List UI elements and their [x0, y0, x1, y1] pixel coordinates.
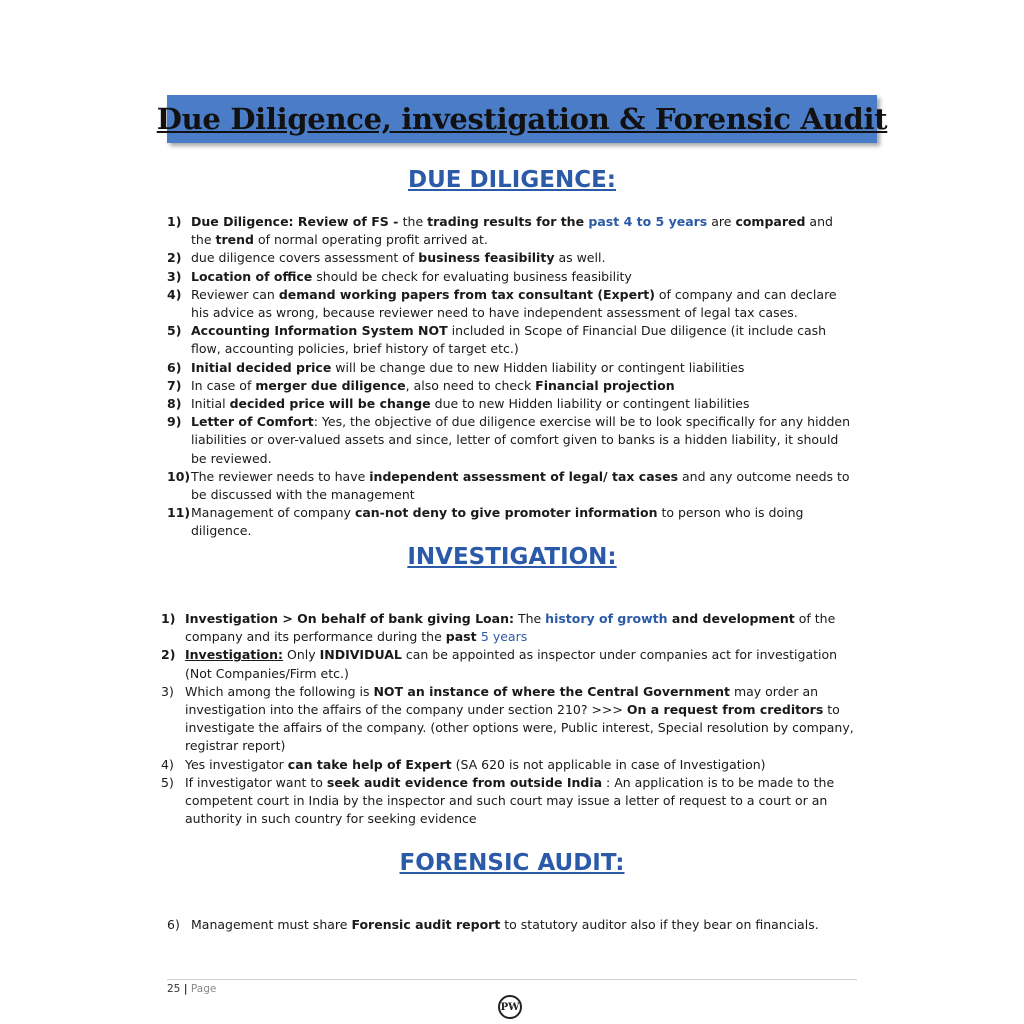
- forensic-audit-heading: FORENSIC AUDIT:: [399, 850, 625, 876]
- item-text: to investigate the affairs of the company. (other options were, Public interest, Special resolution by company, registrar report): [185, 702, 854, 754]
- item-number: 9): [167, 414, 182, 430]
- item-text: : An application is to be made to the competent court in India by the inspector and such court may issue a letter of request to a court or an authority in such country for seeking evidence: [185, 774, 835, 827]
- due-diligence-item: [167, 286, 857, 322]
- item-text: The reviewer needs to have: [191, 468, 370, 484]
- item-text: Financial projection: [535, 377, 675, 393]
- item-text: and any outcome needs to be discussed with the management: [191, 468, 850, 503]
- item-text: to person who is doing diligence.: [191, 505, 804, 539]
- item-number: 5): [167, 323, 182, 339]
- item-text: The: [513, 611, 546, 626]
- investigation-item: [161, 683, 861, 756]
- footer-divider: [167, 979, 857, 980]
- pw-logo-icon: [498, 995, 522, 1019]
- item-number: 3): [161, 683, 174, 699]
- item-text: Accounting Information System NOT: [191, 323, 448, 339]
- item-text: independent assessment of legal/ tax cases: [369, 468, 679, 484]
- forensic-audit-item: [167, 916, 857, 934]
- page-number: 25: [167, 983, 181, 995]
- item-text: In case of: [191, 377, 256, 393]
- item-text: and development: [667, 611, 795, 626]
- item-number: 11): [167, 505, 191, 521]
- forensic-audit-list: [167, 916, 857, 934]
- item-text: Forensic audit report: [351, 917, 501, 932]
- page-label: Page: [190, 983, 217, 995]
- due-diligence-item: [167, 213, 857, 249]
- item-text: trend: [215, 232, 254, 248]
- item-number: 1): [161, 611, 176, 626]
- item-text: Due Diligence: Review of FS -: [191, 214, 403, 229]
- item-text: of normal operating profit arrived at.: [253, 232, 488, 248]
- item-text: business feasibility: [418, 250, 555, 266]
- footer-separator: |: [183, 983, 188, 995]
- item-number: 7): [167, 377, 182, 393]
- item-text: If investigator want to: [185, 774, 327, 790]
- due-diligence-item: [167, 468, 857, 504]
- item-text: may order an investigation into the affairs of the company under section 210? >>>: [185, 683, 819, 718]
- item-text: history of growth: [545, 611, 668, 626]
- item-text: can-not deny to give promoter information: [354, 505, 658, 521]
- item-text: as well.: [554, 250, 606, 266]
- item-text: will be change due to new Hidden liability or contingent liabilities: [331, 359, 745, 375]
- item-number: 5): [161, 774, 174, 790]
- item-text: (SA 620 is not applicable in case of Investigation): [451, 756, 766, 772]
- due-diligence-list: [167, 213, 857, 541]
- investigation-item: [161, 610, 861, 646]
- item-text: Initial: [191, 396, 230, 412]
- item-text: Investigation:: [185, 647, 284, 663]
- item-text: Only: [283, 647, 320, 663]
- item-text: Reviewer can: [191, 286, 279, 302]
- item-text: merger due diligence: [255, 377, 406, 393]
- due-diligence-item: [167, 322, 857, 358]
- item-text: seek audit evidence from outside India: [326, 774, 603, 790]
- item-text: Management of company: [191, 505, 355, 521]
- due-diligence-item: [167, 413, 857, 468]
- investigation-item: [161, 756, 861, 774]
- item-text: Management must share: [191, 917, 352, 932]
- investigation-item: [161, 646, 861, 682]
- due-diligence-item: [167, 359, 857, 377]
- item-number: 1): [167, 214, 182, 229]
- item-text: included in Scope of Financial Due diligence (it include cash flow, accounting policies, brief history of target etc.): [191, 323, 827, 357]
- item-text: INDIVIDUAL: [319, 647, 402, 663]
- due-diligence-item: [167, 249, 857, 267]
- item-text: 5 years: [480, 629, 528, 645]
- investigation-item: [161, 774, 861, 829]
- item-text: compared: [735, 214, 806, 229]
- item-text: Initial decided price: [191, 359, 332, 375]
- item-text: trading results for the: [427, 214, 589, 229]
- item-number: 6): [167, 917, 180, 932]
- item-text: are: [707, 214, 736, 229]
- item-text: Location of office: [191, 268, 313, 284]
- item-text: : Yes, the objective of due diligence exercise will be to look specifically for any hidden liabilities or over-valued assets and since, letter of comfort given to banks is a hidden liability, it should be reviewed.: [191, 414, 851, 466]
- investigation-list: [161, 610, 861, 828]
- item-text: Which among the following is: [185, 683, 374, 699]
- due-diligence-item: [167, 504, 857, 540]
- item-text: due to new Hidden liability or contingent liabilities: [430, 396, 750, 412]
- item-text: should be check for evaluating business feasibility: [312, 268, 632, 284]
- item-text: past 4 to 5 years: [588, 214, 708, 229]
- item-text: On a request from creditors: [626, 702, 824, 718]
- logo-text: PW: [500, 1001, 520, 1013]
- item-number: 4): [161, 756, 174, 772]
- due-diligence-heading: DUE DILIGENCE:: [408, 167, 616, 193]
- item-text: decided price will be change: [229, 396, 431, 412]
- item-text: of the company and its performance during the: [185, 611, 836, 645]
- item-number: 2): [167, 250, 182, 266]
- item-text: to statutory auditor also if they bear on financials.: [500, 917, 819, 932]
- page-footer: [167, 983, 216, 995]
- item-text: , also need to check: [405, 377, 536, 393]
- title-banner: [156, 95, 888, 143]
- investigation-heading: INVESTIGATION:: [407, 544, 617, 570]
- item-text: demand working papers from tax consultant (Expert): [278, 286, 655, 302]
- item-text: of company and can declare his advice as wrong, because reviewer need to have independent assessment of legal tax cases.: [191, 286, 837, 321]
- item-number: 4): [167, 286, 182, 302]
- due-diligence-item: [167, 395, 857, 413]
- item-number: 10): [167, 468, 191, 484]
- item-text: can be appointed as inspector under companies act for investigation (Not Companies/Firm etc.): [185, 647, 838, 681]
- due-diligence-item: [167, 268, 857, 286]
- item-text: can take help of Expert: [287, 756, 452, 772]
- item-text: Letter of Comfort: [191, 414, 314, 430]
- document-title: Due Diligence, investigation & Forensic Audit: [156, 102, 888, 136]
- item-text: Investigation > On behalf of bank giving Loan:: [185, 611, 514, 626]
- item-number: 8): [167, 396, 182, 412]
- item-text: past: [445, 629, 481, 645]
- item-text: Yes investigator: [185, 756, 288, 772]
- item-text: and the: [191, 214, 833, 248]
- item-number: 2): [161, 647, 176, 663]
- item-number: 6): [167, 359, 182, 375]
- item-text: NOT an instance of where the Central Government: [373, 683, 730, 699]
- item-text: due diligence covers assessment of: [191, 250, 419, 266]
- item-number: 3): [167, 268, 182, 284]
- due-diligence-item: [167, 377, 857, 395]
- item-text: the: [402, 214, 428, 229]
